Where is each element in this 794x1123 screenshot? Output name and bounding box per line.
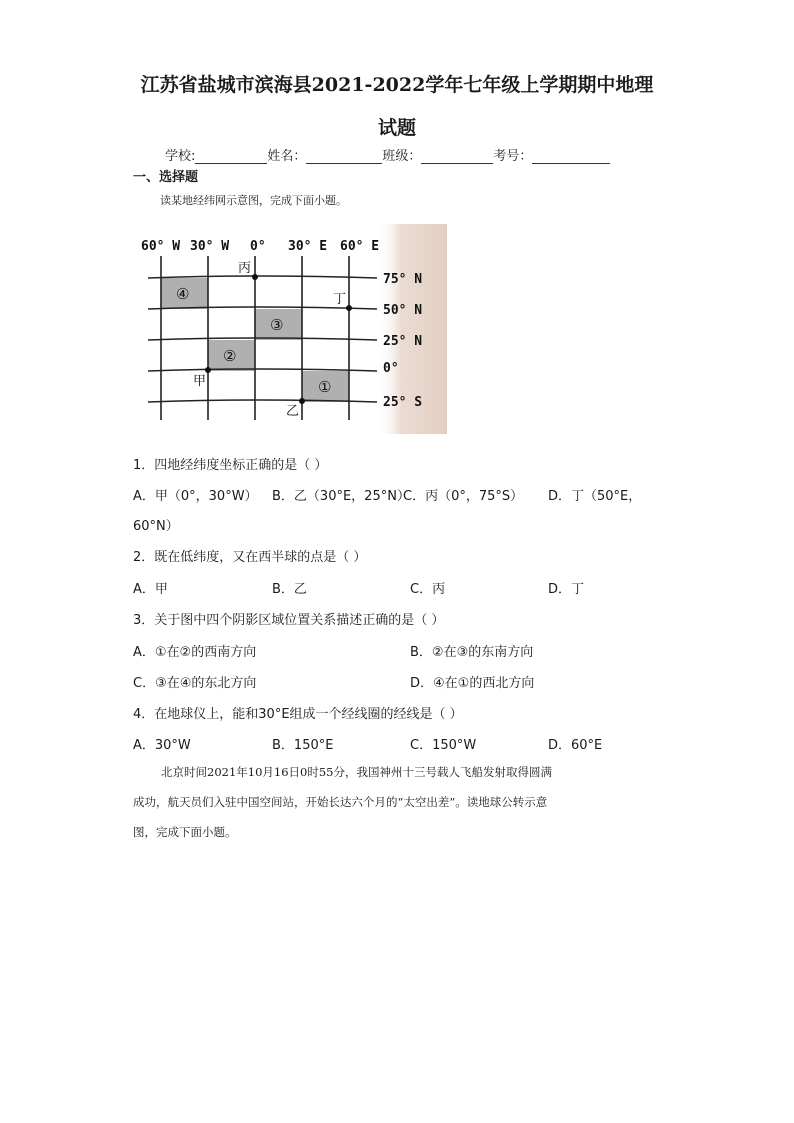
parallel-0 xyxy=(148,369,377,371)
class-label: 班级： xyxy=(382,149,422,164)
question-3-stem: 3．关于图中四个阴影区域位置关系描述正确的是（ ） xyxy=(133,613,445,628)
question-3-option-b[interactable]: B．②在③的东南方向 xyxy=(410,645,534,660)
section-heading: 一、选择题 xyxy=(133,170,199,185)
point-ding-marker xyxy=(346,305,352,311)
student-info xyxy=(165,145,610,164)
question-4-stem: 4．在地球仪上，能和30°E组成一个经线圈的经线是（ ） xyxy=(133,707,463,722)
question-2-option-b[interactable]: B．乙 xyxy=(272,582,307,597)
grid-map-figure xyxy=(133,222,451,436)
region-1-label: ① xyxy=(318,378,332,396)
label-equator: 0° xyxy=(383,361,399,376)
region-2-label: ② xyxy=(223,347,237,365)
document-title-line2: 试题 xyxy=(377,117,416,139)
point-bing-label: 丙 xyxy=(238,261,252,276)
question-4-option-c[interactable]: C．150°W xyxy=(410,738,477,753)
point-bing-marker xyxy=(252,274,258,280)
label-75n: 75° N xyxy=(383,272,423,287)
class-blank[interactable] xyxy=(421,149,493,164)
point-jia-label: 甲 xyxy=(193,374,207,389)
label-30e: 30° E xyxy=(288,239,328,254)
label-60w: 60° W xyxy=(141,239,181,254)
point-yi-label: 乙 xyxy=(286,404,300,419)
question-2-option-d[interactable]: D．丁 xyxy=(548,582,585,597)
passage-line-2: 成功，航天员们入驻中国空间站，开始长达六个月的“太空出差”。读地球公转示意 xyxy=(133,795,548,809)
question-3-option-a[interactable]: A．①在②的西南方向 xyxy=(133,645,257,660)
passage-line-1: 北京时间2021年10月16日0时55分，我国神州十三号载人飞船发射取得圆满 xyxy=(161,765,552,779)
question-3-option-d[interactable]: D．④在①的西北方向 xyxy=(410,676,535,691)
passage xyxy=(133,757,663,847)
point-jia-marker xyxy=(205,367,211,373)
label-60e: 60° E xyxy=(340,239,380,254)
region-4-label: ④ xyxy=(176,285,190,303)
exam-no-label: 考号： xyxy=(493,149,533,164)
label-50n: 50° N xyxy=(383,303,423,318)
document-title: 江苏省盐城市滨海县2021-2022学年七年级上学期期中地理 xyxy=(140,74,654,96)
parallel-75n xyxy=(148,276,377,278)
point-ding-label: 丁 xyxy=(333,292,347,307)
question-1-stem: 1．四地经纬度坐标正确的是（ ） xyxy=(133,458,328,473)
school-label: 学校: xyxy=(165,149,196,164)
question-1-option-b[interactable]: B．乙（30°E，25°N） xyxy=(272,489,410,504)
question-4-option-a[interactable]: A．30°W xyxy=(133,738,191,753)
name-label: 姓名： xyxy=(267,149,307,164)
question-2-option-c[interactable]: C．丙 xyxy=(410,582,446,597)
question-2-option-a[interactable]: A．甲 xyxy=(133,582,168,597)
question-1-option-d[interactable]: D．丁（50°E， xyxy=(548,489,642,504)
passage-line-3: 图，完成下面小题。 xyxy=(133,825,237,839)
label-25n: 25° N xyxy=(383,334,423,349)
point-yi-marker xyxy=(299,398,305,404)
parallel-50n xyxy=(148,307,377,309)
question-3-option-c[interactable]: C．③在④的东北方向 xyxy=(133,676,257,691)
label-25s: 25° S xyxy=(383,395,423,410)
name-blank[interactable] xyxy=(306,149,382,164)
grid-map xyxy=(133,222,451,436)
intro-text: 读某地经纬网示意图，完成下面小题。 xyxy=(160,194,347,207)
question-1-option-d-cont: 60°N） xyxy=(133,519,179,534)
question-4-option-d[interactable]: D．60°E xyxy=(548,738,603,753)
school-blank[interactable] xyxy=(195,149,267,164)
label-30w: 30° W xyxy=(190,239,230,254)
parallel-25s xyxy=(148,400,377,402)
question-4-option-b[interactable]: B．150°E xyxy=(272,738,334,753)
question-1-option-a[interactable]: A．甲（0°，30°W） xyxy=(133,489,258,504)
label-0-meridian: 0° xyxy=(250,239,266,254)
question-1-option-c[interactable]: C．丙（0°，75°S） xyxy=(403,489,524,504)
region-3-label: ③ xyxy=(270,316,284,334)
question-2-stem: 2．既在低纬度，又在西半球的点是（ ） xyxy=(133,550,367,565)
exam-no-blank[interactable] xyxy=(532,149,610,164)
